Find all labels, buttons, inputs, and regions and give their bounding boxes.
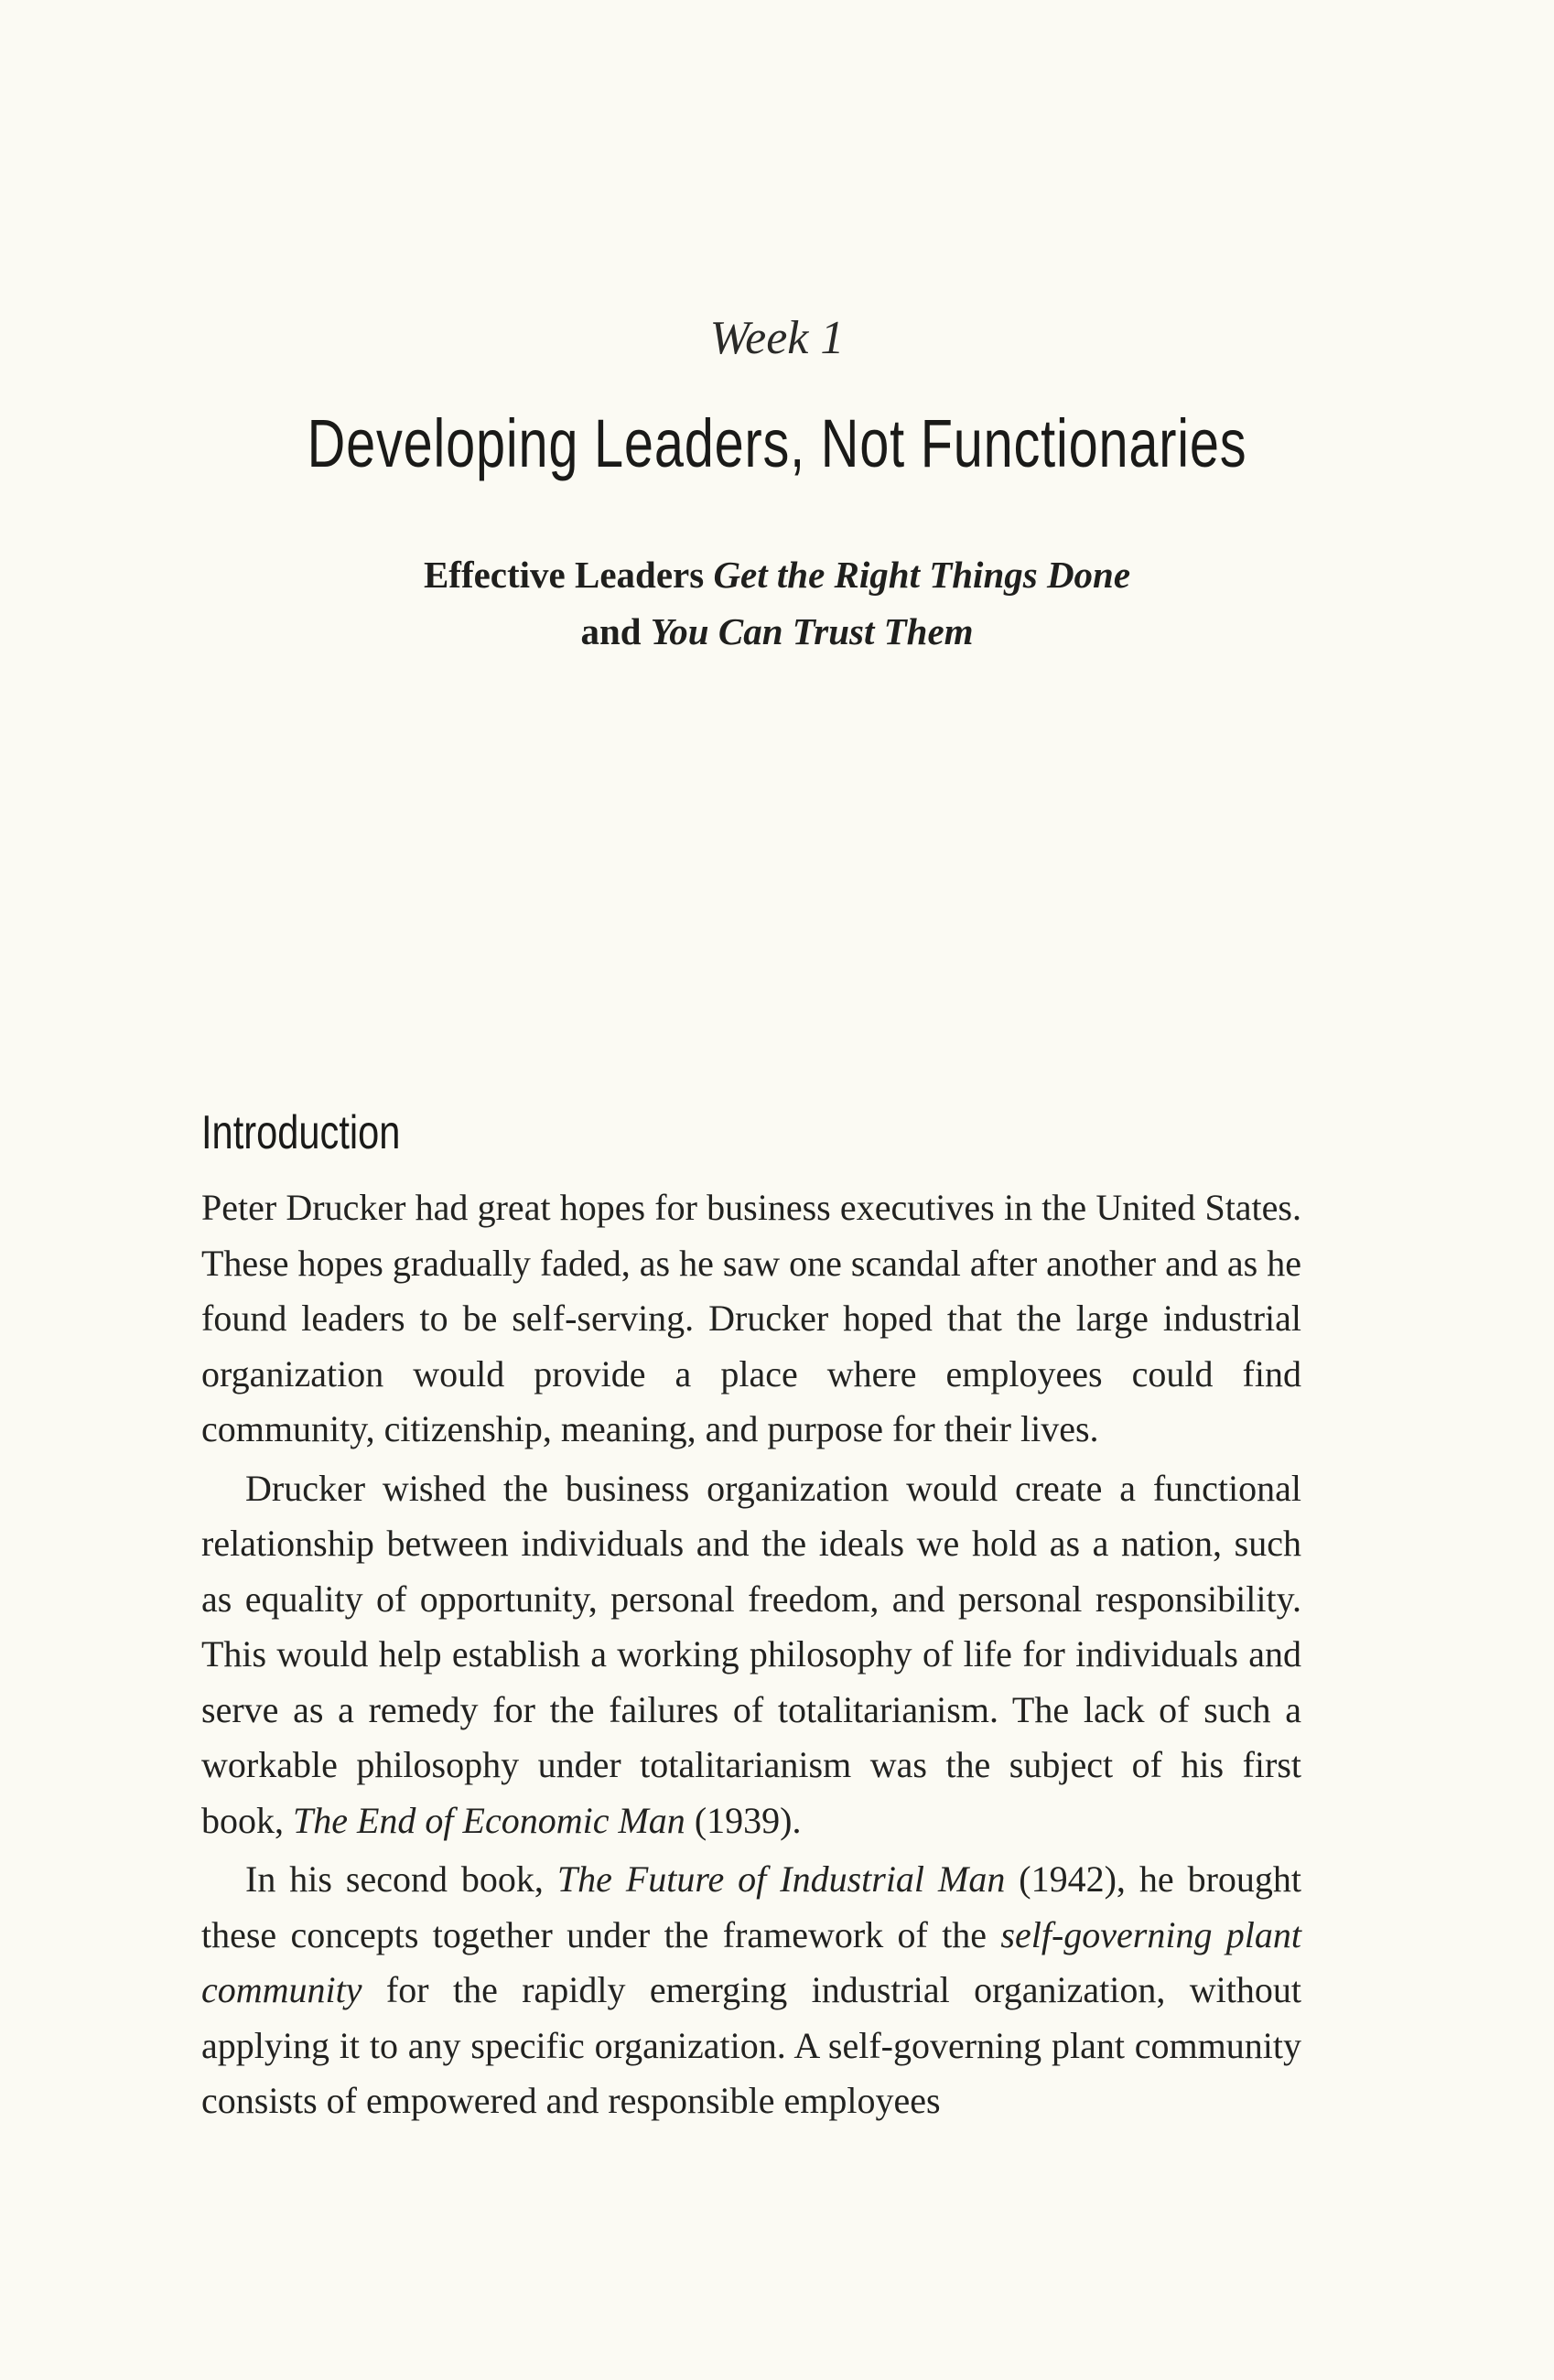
paragraph-text: In his second book, [245, 1858, 557, 1900]
section-heading: Introduction [201, 1106, 401, 1159]
subtitle-line-1-italic: Get the Right Things Done [713, 554, 1131, 596]
subtitle-line-1 [0, 546, 1554, 603]
paragraph-3 [201, 1852, 1301, 2129]
body-text [201, 1180, 1301, 2133]
paragraph-1 [201, 1180, 1301, 1458]
paragraph-2 [201, 1461, 1301, 1849]
chapter-title: Developing Leaders, Not Functionaries [307, 405, 1247, 481]
paragraph-text: (1942), he brought these concepts together under the framework of the [201, 1858, 1301, 1955]
term-italic: self-governing plant community [201, 1913, 1302, 2010]
subtitle-line-2 [0, 603, 1554, 660]
week-label: Week 1 [709, 312, 845, 364]
subtitle-line-2-plain: and [580, 610, 651, 652]
book-title-italic: The Future of Industrial Man [556, 1858, 1006, 1900]
paragraph-text: for the rapidly emerging industrial organization, without applying it to any specific organization. A self-governing plant community consists of empowered and responsible employees [201, 1969, 1301, 2121]
subtitle-line-1-plain: Effective Leaders [423, 554, 714, 596]
paragraph-text: (1939). [685, 1799, 802, 1841]
paragraph-text: Peter Drucker had great hopes for business executives in the United States. These hopes gradually faded, as he saw one scandal after another and as he found leaders to be self-serving. Drucker hoped that the large industrial organization would provide a place where employees could find community, citizenship, meaning, and purpose for their lives. [201, 1187, 1301, 1449]
paragraph-text: Drucker wished the business organization would create a functional relationship between individuals and the ideals we hold as a nation, such as equality of opportunity, personal freedom, and personal responsibility. This would help establish a working philosophy of life for individuals and serve as a remedy for the failures of totalitarianism. The lack of such a workable philosophy under totalitarianism was the subject of his first book, [201, 1467, 1301, 1841]
chapter-subtitle [0, 546, 1554, 660]
subtitle-line-2-italic: You Can Trust Them [650, 610, 974, 652]
book-title-italic: The End of Economic Man [293, 1799, 685, 1841]
